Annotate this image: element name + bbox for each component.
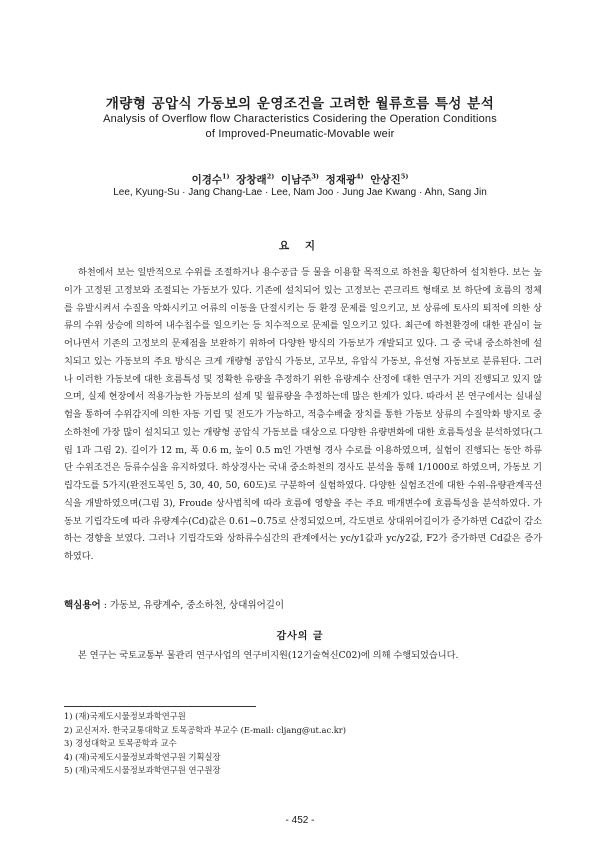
keywords-separator: :	[103, 600, 110, 611]
abstract-paragraph: 하천에서 보는 일반적으로 수위를 조절하거나 용수공급 등 물을 이용할 목적으로 하천을 횡단하여 설치한다. 보는 높이가 고정된 고정보와 조절되는 가동보가 있다. 기존에 설치되어 있는 고정보는 콘크리트 형태로 보 하단에 흐름의 정체를 유발시켜서 수질을 악화시키고 어류의 이동을 단절시키는 등 환경 문제를 일으키고, 보 상류에 토사의 퇴적에 의한 상류의 수위 상승에 의하여 내수침수를 일으키는 등 치수적으로 문제를 일으키고 있다. 최근에 하천환경에 대한 관심이 늘어나면서 기존의 고정보의 문제점을 보완하기 위하여 다양한 방식의 가동보가 개발되고 있다. 그 중 국내 중소하천에 설치되고 있는 가동보의 주요 방식은 크게 개량형 공압식 가동보, 고무보, 유압식 가동보, 유선형 자동보로 분류된다. 그러나 이러한 가동보에 대한 흐름특성 및 정확한 유량을 추정하기 위한 유량계수 산정에 대한 연구가 거의 진행되고 있지 않으며, 실제 현장에서 적용가능한 가동보의 설계 및 월류량을 추정하는데 많은 한계가 있다. 따라서 본 연구에서는 실내실험을 통하여 수위감지에 의한 자동 기립 및 전도가 가능하고, 적층수배출 장치를 통한 가동보 상류의 수질악화 방지로 중소하천에 가장 많이 설치되고 있는 개량형 공압식 가동보를 대상으로 다양한 유량변화에 대한 흐름특성을 분석하였다(그림 1과 그림 2). 길이가 12 m, 폭 0.6 m, 높이 0.5 m인 가변형 경사 수로를 이용하였으며, 실험이 진행되는 동안 하류단 수위조건은 등류수심을 유지하였다. 하상경사는 국내 중소하천의 경사도 분석을 통해 1/1000로 하였으며, 가동보 기립각도를 5가지(완전도복인 5, 30, 40, 50, 60도)로 구분하여 실험하였다. 다양한 실험조건에 대한 수위-유량관계곡선식을 개발하였으며(그림 3), Froude 상사법칙에 따라 흐름에 영향을 주는 주요 매개변수에 흐름특성을 분석하였다. 가동보 기립각도에 따라 유량계수(Cd)값은 0.61~0.75로 산정되었으며, 각도변로 상대위어길이가 증가하면 Cd값이 감소하는 경향을 보였다. 그러나 기립각도와 상하류수심간의 관계에서는 yc/y1값과 yc/y2값, F2가 증가하면 Cd값은 증가하였다.	[64, 267, 542, 562]
title-korean: 개량형 공압식 가동보의 운영조건을 고려한 월류흐름 특성 분석	[105, 96, 495, 112]
footnote-4: 4) (재)국제도시물정보과학연구원 기획실장	[64, 751, 221, 762]
footnote-5: 5) (재)국제도시물정보과학연구원 연구원장	[64, 765, 221, 776]
author-5: 안상진$^{5)}$	[370, 172, 409, 186]
footnote-3: 3) 경성대학교 토목공학과 교수	[64, 738, 177, 749]
author-2: 장창래$^{2)}$	[236, 172, 275, 186]
footnote-divider	[64, 706, 256, 707]
footnote-2: 2) 교신저자. 한국교통대학교 토목공학과 부교수 (E-mail: cljang@ut.ac.kr)	[64, 724, 346, 735]
abstract-heading: 요 지	[279, 240, 321, 252]
keywords	[64, 597, 542, 611]
author-3: 이남주$^{3)}$	[280, 172, 320, 186]
abstract-body	[64, 264, 542, 566]
keywords-text: 가동보, 유량계수, 중소하천, 상대위어길이	[109, 600, 285, 611]
author-4: 정재광$^{4)}$	[325, 172, 364, 186]
authors-english: Lee, Kyung-Su · Jang Chang-Lae · Lee, Nam Joo · Jung Jae Kwang · Ahn, Sang Jin	[113, 187, 487, 198]
acknowledgement-heading: 감사의 글	[276, 631, 324, 642]
acknowledgement-text: 본 연구는 국토교통부 물관리 연구사업의 연구비지원(12기술혁신C02)에 의해 수행되었습니다.	[78, 650, 459, 661]
title-english-line1: Analysis of Overflow flow Characteristics Cosidering the Operation Conditions	[103, 113, 497, 125]
page-number: - 452 -	[285, 815, 315, 826]
footnotes	[64, 710, 542, 778]
author-1: 이경수$^{1)}$	[191, 172, 230, 186]
title-english-line2: of Improved-Pneumatic-Movable weir	[205, 128, 395, 140]
footnote-1: 1) (재)국제도시물정보과학연구원	[64, 711, 186, 721]
keywords-label: 핵심용어	[64, 600, 101, 611]
authors-korean	[0, 172, 600, 187]
